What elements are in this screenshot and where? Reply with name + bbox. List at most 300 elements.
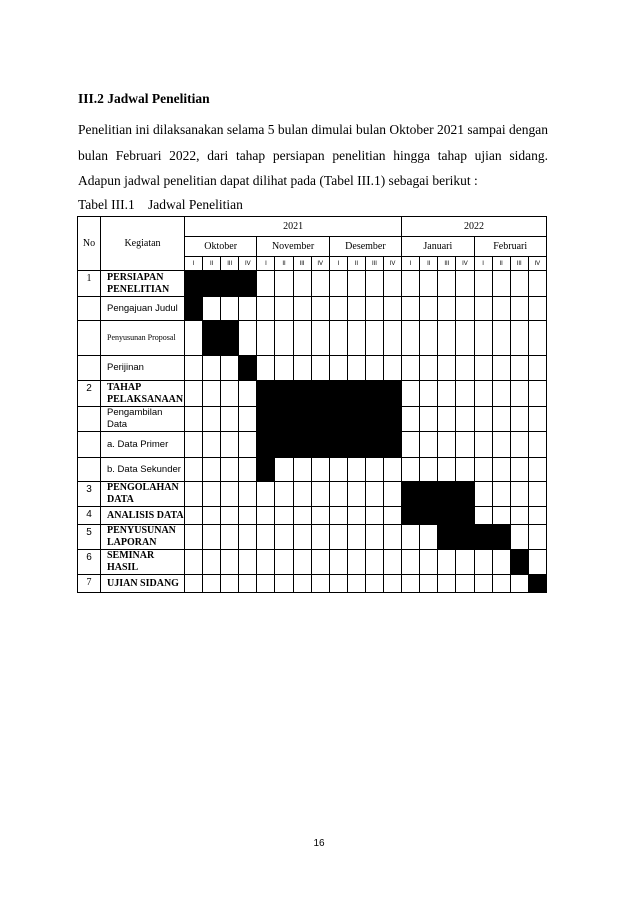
header-week: I xyxy=(402,257,420,271)
schedule-cell-empty xyxy=(203,458,221,482)
schedule-cell-empty xyxy=(402,321,420,356)
schedule-cell-empty xyxy=(384,507,402,525)
row-number: 1 xyxy=(78,271,101,297)
schedule-cell-empty xyxy=(257,297,275,321)
schedule-cell-empty xyxy=(329,550,347,575)
schedule-cell-empty xyxy=(329,525,347,550)
schedule-cell-empty xyxy=(474,482,492,507)
schedule-cell-filled xyxy=(329,381,347,407)
row-activity: Perijinan xyxy=(101,356,185,381)
schedule-cell-filled xyxy=(456,525,474,550)
schedule-cell-empty xyxy=(203,407,221,432)
section-heading: III.2 Jadwal Penelitian xyxy=(78,91,210,106)
row-number: 6 xyxy=(78,550,101,575)
schedule-cell-filled xyxy=(384,432,402,458)
schedule-cell-empty xyxy=(528,525,546,550)
schedule-cell-empty xyxy=(185,482,203,507)
schedule-cell-empty xyxy=(365,482,383,507)
schedule-cell-empty xyxy=(365,458,383,482)
schedule-cell-empty xyxy=(257,356,275,381)
table-row xyxy=(78,550,547,575)
schedule-cell-empty xyxy=(528,482,546,507)
schedule-cell-empty xyxy=(420,297,438,321)
schedule-cell-empty xyxy=(239,321,257,356)
schedule-cell-empty xyxy=(474,550,492,575)
schedule-cell-empty xyxy=(420,550,438,575)
schedule-cell-empty xyxy=(365,507,383,525)
schedule-cell-empty xyxy=(329,321,347,356)
schedule-cell-empty xyxy=(365,575,383,593)
header-week: III xyxy=(221,257,239,271)
schedule-cell-empty xyxy=(221,297,239,321)
header-week: IV xyxy=(384,257,402,271)
schedule-cell-empty xyxy=(221,525,239,550)
schedule-cell-empty xyxy=(185,458,203,482)
schedule-cell-empty xyxy=(474,575,492,593)
schedule-cell-empty xyxy=(438,575,456,593)
schedule-cell-empty xyxy=(438,297,456,321)
schedule-cell-empty xyxy=(438,321,456,356)
header-year-2022: 2022 xyxy=(402,217,547,237)
schedule-cell-empty xyxy=(275,550,293,575)
schedule-cell-empty xyxy=(420,432,438,458)
header-week: II xyxy=(347,257,365,271)
schedule-cell-filled xyxy=(221,321,239,356)
row-number xyxy=(78,432,101,458)
schedule-cell-empty xyxy=(239,575,257,593)
schedule-cell-empty xyxy=(293,271,311,297)
schedule-cell-empty xyxy=(185,550,203,575)
schedule-cell-empty xyxy=(402,297,420,321)
schedule-cell-filled xyxy=(293,432,311,458)
schedule-cell-filled xyxy=(239,356,257,381)
schedule-cell-empty xyxy=(456,356,474,381)
schedule-cell-empty xyxy=(474,458,492,482)
schedule-cell-empty xyxy=(492,271,510,297)
schedule-cell-filled xyxy=(239,271,257,297)
header-month-oktober: Oktober xyxy=(185,237,257,257)
schedule-cell-empty xyxy=(456,458,474,482)
schedule-cell-empty xyxy=(528,407,546,432)
schedule-cell-filled xyxy=(402,482,420,507)
schedule-cell-empty xyxy=(329,458,347,482)
schedule-cell-empty xyxy=(275,525,293,550)
header-week: IV xyxy=(311,257,329,271)
schedule-cell-empty xyxy=(239,507,257,525)
schedule-cell-empty xyxy=(492,458,510,482)
schedule-cell-empty xyxy=(311,525,329,550)
schedule-cell-filled xyxy=(185,271,203,297)
table-row xyxy=(78,271,547,297)
schedule-cell-empty xyxy=(239,297,257,321)
row-activity: UJIAN SIDANG xyxy=(101,575,185,593)
schedule-cell-empty xyxy=(239,381,257,407)
row-activity: a. Data Primer xyxy=(101,432,185,458)
caption-number: Tabel III.1 xyxy=(78,197,135,212)
schedule-cell-empty xyxy=(474,407,492,432)
row-activity: PERSIAPAN PENELITIAN xyxy=(101,271,185,297)
schedule-cell-empty xyxy=(384,458,402,482)
schedule-cell-filled xyxy=(257,458,275,482)
schedule-cell-empty xyxy=(402,550,420,575)
table-row xyxy=(78,507,547,525)
schedule-cell-empty xyxy=(456,432,474,458)
schedule-cell-empty xyxy=(420,458,438,482)
table-row xyxy=(78,381,547,407)
schedule-cell-filled xyxy=(293,381,311,407)
row-activity: SEMINAR HASIL xyxy=(101,550,185,575)
schedule-cell-empty xyxy=(438,356,456,381)
schedule-cell-empty xyxy=(510,271,528,297)
schedule-cell-empty xyxy=(456,297,474,321)
header-month-november: November xyxy=(257,237,329,257)
schedule-cell-empty xyxy=(510,507,528,525)
schedule-cell-empty xyxy=(329,482,347,507)
schedule-cell-empty xyxy=(510,381,528,407)
schedule-cell-empty xyxy=(365,297,383,321)
schedule-cell-empty xyxy=(492,356,510,381)
schedule-cell-empty xyxy=(510,432,528,458)
row-number: 4 xyxy=(78,507,101,525)
schedule-cell-empty xyxy=(185,507,203,525)
schedule-cell-empty xyxy=(510,321,528,356)
header-week: I xyxy=(185,257,203,271)
schedule-cell-filled xyxy=(365,432,383,458)
schedule-cell-empty xyxy=(347,356,365,381)
header-week: II xyxy=(203,257,221,271)
schedule-cell-empty xyxy=(185,321,203,356)
schedule-cell-empty xyxy=(528,507,546,525)
row-activity: PENGOLAHAN DATA xyxy=(101,482,185,507)
schedule-cell-empty xyxy=(275,507,293,525)
schedule-cell-filled xyxy=(438,507,456,525)
schedule-cell-empty xyxy=(311,575,329,593)
schedule-cell-empty xyxy=(402,356,420,381)
body-paragraph: Penelitian ini dilaksanakan selama 5 bulan dimulai bulan Oktober 2021 sampai dengan bulan Februari 2022, dari tahap persiapan penelitian hingga tahap ujian sidang. Adapun jadwal penelitian dapat dilihat pada (Tabel III.1) sebagai berikut : xyxy=(78,122,548,188)
schedule-cell-empty xyxy=(492,297,510,321)
schedule-cell-filled xyxy=(492,525,510,550)
schedule-cell-empty xyxy=(492,507,510,525)
schedule-cell-empty xyxy=(329,507,347,525)
schedule-cell-filled xyxy=(275,432,293,458)
schedule-table xyxy=(77,216,547,593)
schedule-cell-empty xyxy=(456,271,474,297)
schedule-cell-empty xyxy=(347,482,365,507)
schedule-cell-empty xyxy=(293,297,311,321)
schedule-cell-empty xyxy=(257,271,275,297)
row-number xyxy=(78,407,101,432)
schedule-cell-empty xyxy=(384,356,402,381)
schedule-cell-empty xyxy=(293,458,311,482)
schedule-cell-empty xyxy=(293,550,311,575)
schedule-cell-filled xyxy=(528,575,546,593)
header-week: III xyxy=(510,257,528,271)
schedule-cell-empty xyxy=(347,507,365,525)
schedule-cell-filled xyxy=(384,407,402,432)
table-row xyxy=(78,297,547,321)
row-activity: Pengambilan Data xyxy=(101,407,185,432)
row-number: 5 xyxy=(78,525,101,550)
schedule-cell-empty xyxy=(257,507,275,525)
schedule-cell-empty xyxy=(456,381,474,407)
schedule-cell-filled xyxy=(456,482,474,507)
schedule-cell-empty xyxy=(329,297,347,321)
header-week: I xyxy=(474,257,492,271)
schedule-cell-empty xyxy=(510,575,528,593)
schedule-cell-empty xyxy=(510,482,528,507)
schedule-cell-filled xyxy=(456,507,474,525)
schedule-cell-empty xyxy=(257,575,275,593)
schedule-cell-empty xyxy=(203,381,221,407)
schedule-cell-empty xyxy=(528,458,546,482)
schedule-cell-empty xyxy=(456,550,474,575)
row-activity: Pengajuan Judul xyxy=(101,297,185,321)
schedule-cell-filled xyxy=(420,482,438,507)
schedule-cell-empty xyxy=(528,550,546,575)
schedule-cell-empty xyxy=(438,458,456,482)
schedule-cell-empty xyxy=(221,458,239,482)
schedule-cell-empty xyxy=(402,271,420,297)
schedule-cell-filled xyxy=(293,407,311,432)
header-month-desember: Desember xyxy=(329,237,401,257)
schedule-cell-empty xyxy=(239,458,257,482)
schedule-cell-empty xyxy=(275,271,293,297)
row-number xyxy=(78,458,101,482)
table-caption xyxy=(78,197,243,213)
schedule-cell-empty xyxy=(257,550,275,575)
schedule-cell-empty xyxy=(203,550,221,575)
schedule-cell-empty xyxy=(221,550,239,575)
schedule-cell-empty xyxy=(329,356,347,381)
schedule-cell-filled xyxy=(347,381,365,407)
schedule-cell-empty xyxy=(275,321,293,356)
schedule-cell-filled xyxy=(311,407,329,432)
schedule-cell-empty xyxy=(492,482,510,507)
schedule-cell-filled xyxy=(185,297,203,321)
schedule-cell-filled xyxy=(203,271,221,297)
schedule-cell-filled xyxy=(311,381,329,407)
schedule-cell-empty xyxy=(474,356,492,381)
schedule-cell-empty xyxy=(402,407,420,432)
schedule-cell-empty xyxy=(275,482,293,507)
row-activity: Penyusunan Proposal xyxy=(101,321,185,356)
schedule-cell-empty xyxy=(510,356,528,381)
schedule-cell-empty xyxy=(402,525,420,550)
schedule-cell-empty xyxy=(275,458,293,482)
schedule-cell-empty xyxy=(510,525,528,550)
schedule-cell-empty xyxy=(257,482,275,507)
table-row xyxy=(78,525,547,550)
schedule-cell-filled xyxy=(438,482,456,507)
schedule-cell-empty xyxy=(221,507,239,525)
schedule-cell-empty xyxy=(384,550,402,575)
schedule-cell-empty xyxy=(239,482,257,507)
schedule-cell-filled xyxy=(275,381,293,407)
header-week: IV xyxy=(528,257,546,271)
schedule-cell-empty xyxy=(474,381,492,407)
header-week: II xyxy=(275,257,293,271)
schedule-cell-empty xyxy=(492,407,510,432)
schedule-cell-empty xyxy=(311,271,329,297)
schedule-cell-empty xyxy=(347,297,365,321)
schedule-cell-empty xyxy=(474,271,492,297)
schedule-cell-empty xyxy=(275,297,293,321)
schedule-cell-filled xyxy=(510,550,528,575)
schedule-cell-empty xyxy=(402,575,420,593)
row-activity: PENYUSUNAN LAPORAN xyxy=(101,525,185,550)
schedule-cell-filled xyxy=(474,525,492,550)
schedule-cell-empty xyxy=(347,321,365,356)
schedule-cell-filled xyxy=(329,432,347,458)
schedule-cell-empty xyxy=(293,321,311,356)
schedule-cell-filled xyxy=(402,507,420,525)
schedule-cell-empty xyxy=(275,575,293,593)
schedule-cell-empty xyxy=(510,297,528,321)
schedule-cell-empty xyxy=(528,297,546,321)
schedule-cell-empty xyxy=(293,482,311,507)
schedule-cell-filled xyxy=(365,381,383,407)
schedule-cell-empty xyxy=(492,321,510,356)
schedule-cell-empty xyxy=(365,271,383,297)
schedule-cell-empty xyxy=(203,507,221,525)
schedule-cell-empty xyxy=(203,356,221,381)
schedule-cell-empty xyxy=(528,271,546,297)
schedule-cell-empty xyxy=(221,575,239,593)
header-week: III xyxy=(438,257,456,271)
schedule-cell-empty xyxy=(492,381,510,407)
schedule-cell-filled xyxy=(329,407,347,432)
schedule-cell-empty xyxy=(203,432,221,458)
schedule-cell-empty xyxy=(438,407,456,432)
schedule-cell-empty xyxy=(438,432,456,458)
schedule-cell-empty xyxy=(528,356,546,381)
schedule-cell-empty xyxy=(438,271,456,297)
schedule-cell-filled xyxy=(365,407,383,432)
schedule-cell-empty xyxy=(420,575,438,593)
schedule-cell-empty xyxy=(365,550,383,575)
schedule-cell-empty xyxy=(185,432,203,458)
schedule-cell-empty xyxy=(420,356,438,381)
schedule-cell-empty xyxy=(474,297,492,321)
schedule-cell-empty xyxy=(311,507,329,525)
schedule-cell-empty xyxy=(492,575,510,593)
schedule-cell-empty xyxy=(221,356,239,381)
schedule-cell-filled xyxy=(221,271,239,297)
schedule-cell-empty xyxy=(384,575,402,593)
schedule-cell-empty xyxy=(384,525,402,550)
row-number: 7 xyxy=(78,575,101,593)
header-no: No xyxy=(78,217,101,271)
row-activity: TAHAP PELAKSANAAN xyxy=(101,381,185,407)
schedule-cell-empty xyxy=(528,321,546,356)
row-number: 3 xyxy=(78,482,101,507)
schedule-cell-filled xyxy=(384,381,402,407)
table-row xyxy=(78,482,547,507)
table-row xyxy=(78,432,547,458)
header-week: I xyxy=(329,257,347,271)
schedule-cell-empty xyxy=(257,525,275,550)
header-activity: Kegiatan xyxy=(101,217,185,271)
schedule-cell-empty xyxy=(420,321,438,356)
schedule-cell-empty xyxy=(474,432,492,458)
schedule-cell-empty xyxy=(203,575,221,593)
schedule-cell-filled xyxy=(257,432,275,458)
schedule-cell-empty xyxy=(221,482,239,507)
schedule-cell-filled xyxy=(347,407,365,432)
schedule-cell-empty xyxy=(185,381,203,407)
schedule-cell-empty xyxy=(402,458,420,482)
schedule-cell-filled xyxy=(311,432,329,458)
schedule-cell-empty xyxy=(365,321,383,356)
schedule-cell-filled xyxy=(257,407,275,432)
row-number xyxy=(78,297,101,321)
header-week: I xyxy=(257,257,275,271)
schedule-cell-filled xyxy=(438,525,456,550)
schedule-cell-empty xyxy=(293,525,311,550)
schedule-cell-empty xyxy=(510,407,528,432)
header-month-februari: Februari xyxy=(474,237,546,257)
header-week: III xyxy=(293,257,311,271)
schedule-cell-empty xyxy=(311,321,329,356)
row-activity: b. Data Sekunder xyxy=(101,458,185,482)
schedule-cell-empty xyxy=(456,321,474,356)
row-activity: ANALISIS DATA xyxy=(101,507,185,525)
header-month-januari: Januari xyxy=(402,237,474,257)
schedule-cell-empty xyxy=(347,525,365,550)
row-number xyxy=(78,321,101,356)
schedule-cell-empty xyxy=(311,550,329,575)
schedule-cell-empty xyxy=(474,321,492,356)
schedule-cell-empty xyxy=(420,407,438,432)
schedule-cell-empty xyxy=(239,550,257,575)
schedule-cell-empty xyxy=(257,321,275,356)
schedule-cell-empty xyxy=(329,271,347,297)
schedule-cell-empty xyxy=(492,432,510,458)
schedule-cell-empty xyxy=(311,356,329,381)
schedule-cell-empty xyxy=(474,507,492,525)
table-row xyxy=(78,321,547,356)
header-week: III xyxy=(365,257,383,271)
schedule-cell-empty xyxy=(438,381,456,407)
schedule-cell-empty xyxy=(221,381,239,407)
schedule-cell-empty xyxy=(528,432,546,458)
schedule-cell-empty xyxy=(203,525,221,550)
schedule-cell-empty xyxy=(456,575,474,593)
schedule-cell-empty xyxy=(528,381,546,407)
schedule-cell-empty xyxy=(293,507,311,525)
caption-title: Jadwal Penelitian xyxy=(148,197,243,212)
row-number: 2 xyxy=(78,381,101,407)
schedule-cell-empty xyxy=(384,297,402,321)
schedule-cell-empty xyxy=(221,432,239,458)
schedule-cell-empty xyxy=(492,550,510,575)
schedule-cell-empty xyxy=(185,407,203,432)
schedule-cell-empty xyxy=(239,407,257,432)
schedule-cell-empty xyxy=(510,458,528,482)
schedule-cell-empty xyxy=(347,550,365,575)
schedule-cell-empty xyxy=(365,356,383,381)
page-number: 16 xyxy=(313,838,325,849)
schedule-cell-empty xyxy=(185,525,203,550)
header-week: II xyxy=(420,257,438,271)
schedule-cell-empty xyxy=(456,407,474,432)
schedule-cell-empty xyxy=(384,321,402,356)
schedule-cell-empty xyxy=(239,432,257,458)
schedule-cell-filled xyxy=(420,507,438,525)
schedule-cell-empty xyxy=(275,356,293,381)
schedule-cell-empty xyxy=(185,575,203,593)
header-year-2021: 2021 xyxy=(185,217,402,237)
